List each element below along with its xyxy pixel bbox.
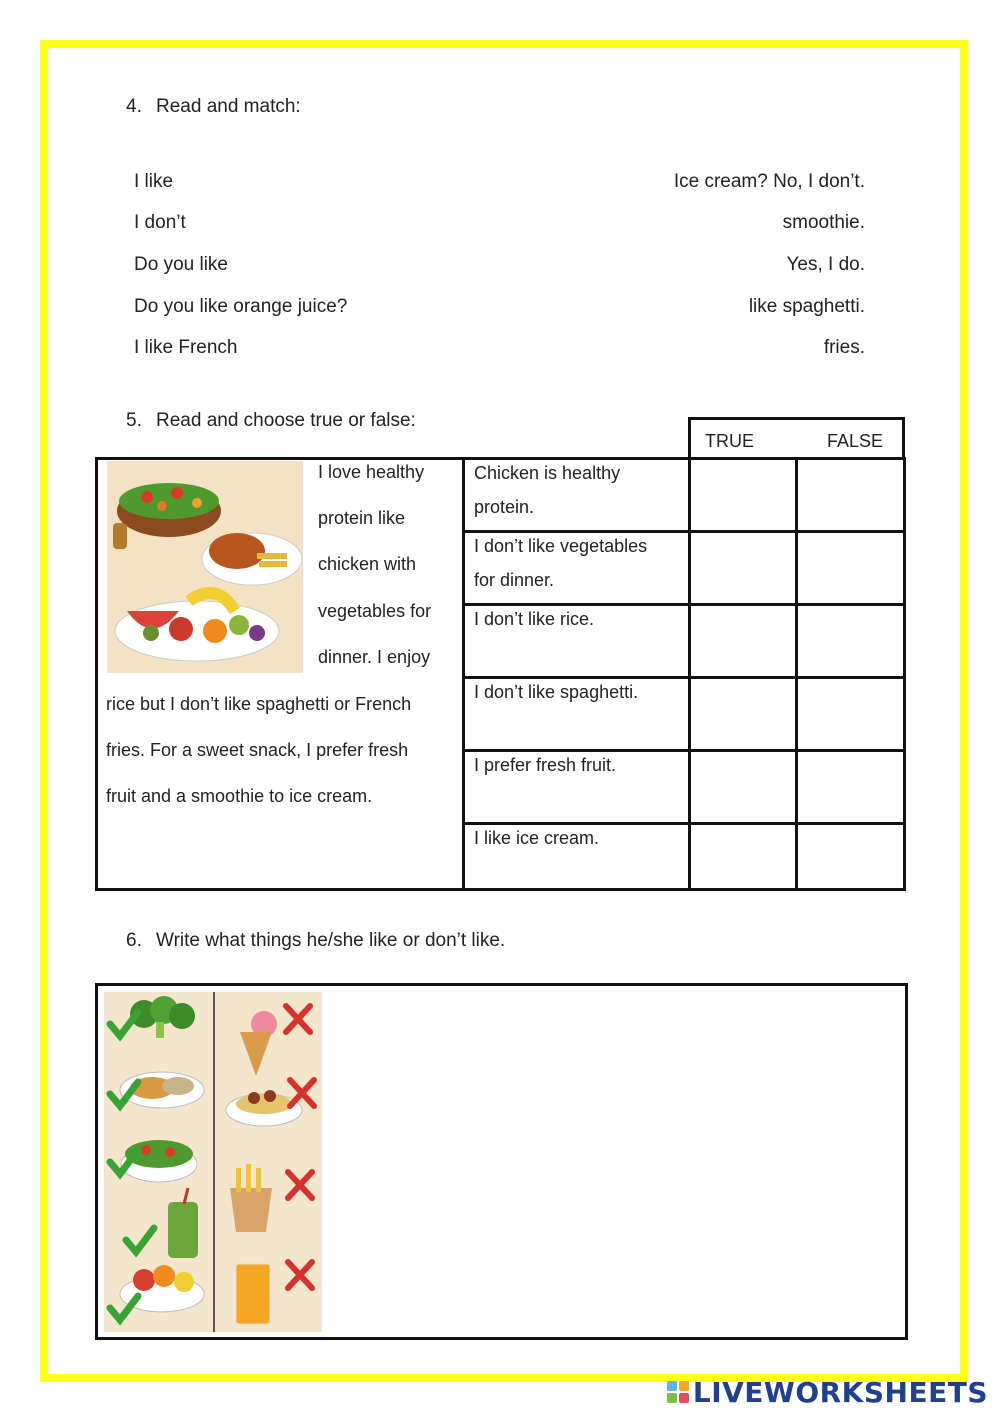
table-divider (462, 457, 465, 891)
reading-line-3: chicken with (318, 554, 417, 574)
match-right-3[interactable]: Yes, I do. (786, 254, 865, 275)
healthy-food-image (107, 461, 303, 673)
reading-line-8: fruit and a smoothie to ice cream. (106, 786, 373, 806)
true-cell-6[interactable] (691, 825, 795, 888)
statement-2-line-1: I don’t like vegetables (474, 536, 648, 556)
reading-line-2: protein like (318, 508, 406, 528)
match-right-2[interactable]: smoothie. (782, 212, 865, 233)
q6-title (126, 930, 505, 952)
reading-line-5: dinner. I enjoy (318, 647, 431, 667)
likes-dislikes-image (104, 992, 322, 1332)
q4-number: 4. (126, 96, 142, 117)
reading-line-1: I love healthy (318, 462, 425, 482)
false-cell-5[interactable] (798, 752, 903, 822)
match-left-1[interactable]: I like (134, 171, 174, 192)
logo-blocks-icon (667, 1381, 689, 1403)
match-left-5[interactable]: I like French (134, 337, 238, 358)
orange-juice-icon (236, 1264, 270, 1324)
statement-2-line-2: for dinner. (474, 570, 555, 590)
statement-3: I don’t like rice. (474, 609, 595, 629)
q6-number: 6. (126, 930, 142, 951)
statement-1 (474, 456, 684, 524)
match-right-5[interactable]: fries. (823, 337, 865, 358)
reading-line-7: fries. For a sweet snack, I prefer fresh (106, 740, 409, 760)
match-left-4[interactable]: Do you like orange juice? (134, 296, 348, 317)
q5-title-text: Read and choose true or false: (156, 410, 416, 431)
logo-text: LIVEWORKSHEETS (692, 1375, 988, 1409)
q5-title (126, 410, 416, 432)
q6-title-text: Write what things he/she like or don’t like. (156, 930, 506, 951)
true-header: TRUE (705, 431, 754, 451)
true-cell-2[interactable] (691, 533, 795, 603)
false-cell-4[interactable] (798, 679, 903, 749)
true-cell-1[interactable] (691, 460, 795, 530)
reading-line-6: rice but I don’t like spaghetti or French (106, 694, 412, 714)
statement-5: I prefer fresh fruit. (474, 755, 617, 775)
false-cell-1[interactable] (798, 460, 903, 530)
match-right-1[interactable]: Ice cream? No, I don’t. (673, 171, 865, 192)
statement-1-line-1: Chicken is healthy (474, 463, 621, 483)
true-cell-4[interactable] (691, 679, 795, 749)
q4-title (126, 96, 301, 118)
statement-4: I don’t like spaghetti. (474, 682, 639, 702)
true-false-header (688, 417, 905, 459)
reading-line-4: vegetables for (318, 601, 432, 621)
match-left-2[interactable]: I don’t (134, 212, 186, 233)
statement-6: I like ice cream. (474, 828, 600, 848)
false-header: FALSE (827, 431, 884, 451)
statement-1-line-2: protein. (474, 497, 535, 517)
q5-number: 5. (126, 410, 142, 431)
statement-2 (474, 529, 684, 597)
true-cell-3[interactable] (691, 606, 795, 676)
liveworksheets-logo (667, 1375, 988, 1409)
false-cell-2[interactable] (798, 533, 903, 603)
false-cell-6[interactable] (798, 825, 903, 888)
match-right-4[interactable]: like spaghetti. (748, 296, 865, 317)
true-cell-5[interactable] (691, 752, 795, 822)
q4-title-text: Read and match: (156, 96, 301, 117)
false-cell-3[interactable] (798, 606, 903, 676)
writing-area[interactable] (330, 992, 900, 1332)
match-left-3[interactable]: Do you like (134, 254, 228, 275)
